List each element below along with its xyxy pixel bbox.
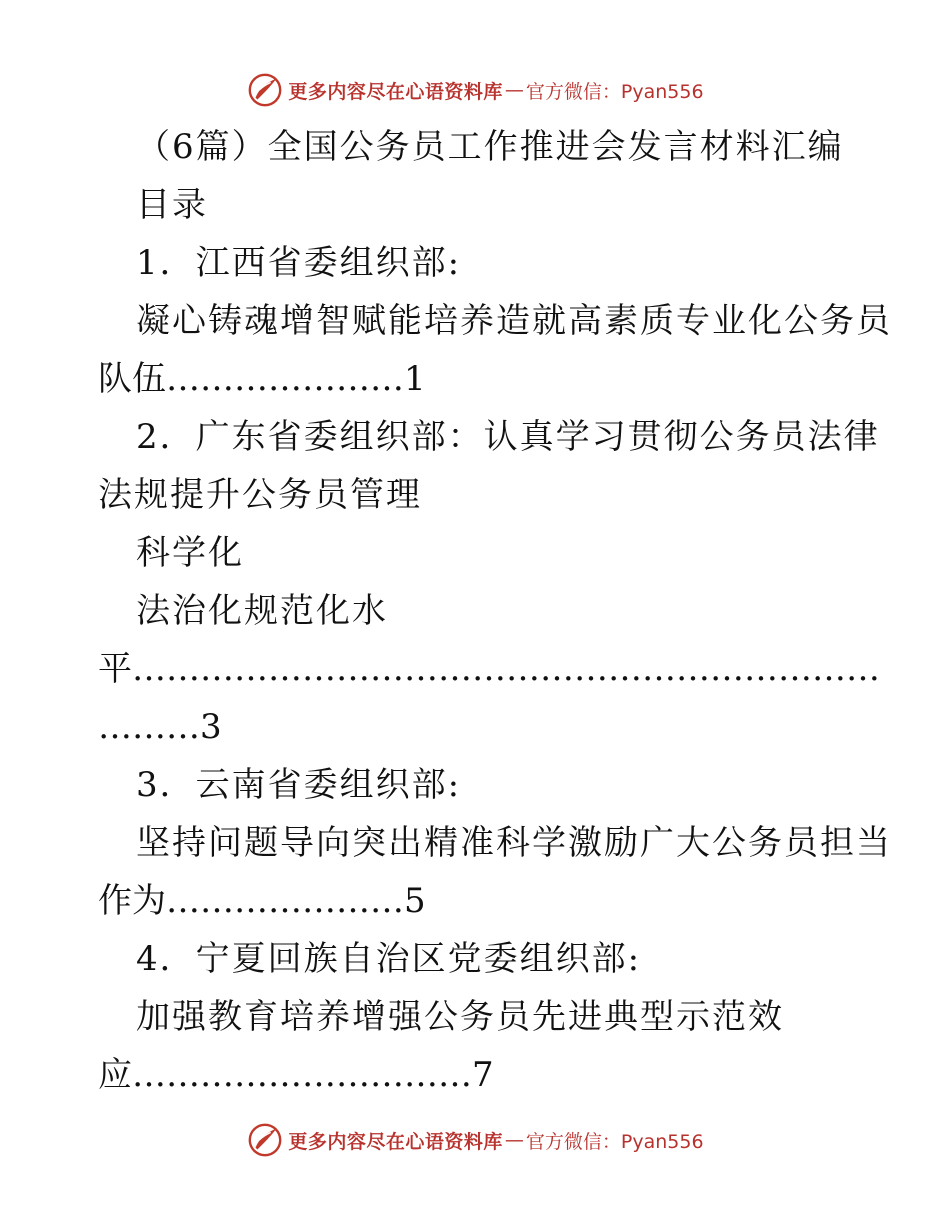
banner-text: 更多内容尽在心语资料库 [288,80,503,103]
toc-line: 法治化规范化水 [136,591,388,631]
footer-watermark-banner [0,1120,950,1160]
document-title: （6篇）全国公务员工作推进会发言材料汇编 [136,127,844,167]
toc-heading: 目录 [136,185,208,225]
banner-wechat: 官方微信：Pyan556 [525,1130,704,1153]
toc-line: 1．江西省委组织部: [136,243,462,283]
banner-separator: — [504,1129,524,1151]
toc-line: 队伍…………………1 [98,359,426,399]
toc-line: 坚持问题导向突出精准科学激励广大公务员担当 [136,823,892,863]
toc-line: 3．云南省委组织部: [136,765,462,805]
toc-line: 凝心铸魂增智赋能培养造就高素质专业化公务员 [136,301,892,341]
toc-line: 作为…………………5 [98,881,426,921]
toc-line: 2．广东省委组织部：认真学习贯彻公务员法律 [136,417,880,457]
pen-flame-logo-icon [246,71,284,109]
toc-line: 法规提升公务员管理 [98,475,422,515]
toc-line: 应…………………………7 [98,1055,494,1095]
toc-line: ………3 [98,707,222,747]
toc-line: 加强教育培养增强公务员先进典型示范效 [136,997,784,1037]
banner-wechat: 官方微信：Pyan556 [525,80,704,103]
banner-separator: — [504,79,524,101]
banner-text: 更多内容尽在心语资料库 [288,1130,503,1153]
header-watermark-banner [0,70,950,110]
document-body [98,118,892,1104]
pen-flame-logo-icon [246,1121,284,1159]
toc-line: 科学化 [136,533,244,573]
toc-line: 平………………………………………………………… [98,649,880,689]
toc-line: 4．宁夏回族自治区党委组织部: [136,939,642,979]
